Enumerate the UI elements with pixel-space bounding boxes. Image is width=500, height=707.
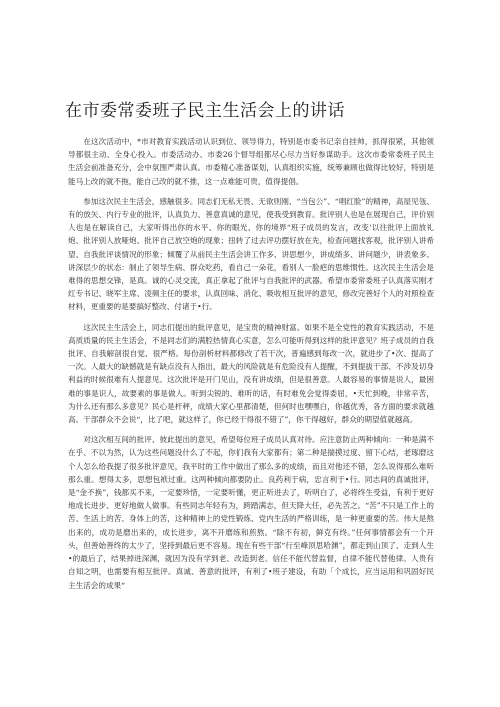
document-title: 在市委常委班子民主生活会上的讲话 <box>65 101 345 121</box>
paragraph-1: 在这次活动中，*市对教育实践活动认识到位、领导得力，特别是市委书记亲自挂帅，抓得很紧，其他领导都很主动、全身心投入。市委活动办、市委26个督导组都尽心尽力当好参谋助手。这次市委常委班子民主生活会前准备充分，会中氛围严肃认真。市委精心准备谋划，认真组织实施，统筹兼顾也做得比较好，特别是能马上改的就不拖，能自己改的就不推，这一点难能可贵，值得提倡。 <box>68 137 434 186</box>
paragraph-4: 对这次相互间的批评、彼此提出的意见，希望每位班子成员认真对待。应注意防止两种倾向：一种是满不在乎、不以为然，认为这些问题没什么了不起，你们我有大家都有；第二种是揣摸过度、留下心结，老琢磨这个人怎么给我提了很多批评意见，我平时的工作中做出了那么多的成绩，而且对他还不错，怎么说得那么难听那么重。想得太多，思想包袱过重。这两种倾向都要防止。良药利于病，忠言利于•行。同志间的真诚批评，是“金不换”，钱都买不来，一定要珍惜，一定要听懂，更正听进去了，听明白了，必将终生受益，有利于更好地成长进步、更好地做人做事。有些同志年轻有为，跨踏满志，但天降大任，必先苦之。“苦”不只是工作上的苦、生活上的苦、身体上的苦，这种精神上的党性锻炼、党内生活的严格训练，是一种更重要的苦。伟大是熬出来的，成功是磨出来的，成长进步，离不开磨练和煎熬。“除不有初，鲜克有终。”任何事情都会有一个开头，但善始善终的太少了，坚持到最后更不容易。现在有些干部“行至峰顶思哈渊”，都走到山顶了、走到人生•的最后了，结果掉进深渊，就因为没有学到老、改造到老。信任不能代替监督，自律不能代替他律。人贵有自知之明，也需要有相互批评。真诚、善意的批评，有利了•班子建设，有助「个成长，应当运用和巩固好民主生活会的成果“ <box>68 435 434 590</box>
document-body <box>68 135 434 599</box>
paragraph-3: 这次民主生活会上，同志们提出的批评意见，是宝贵的精神财富。如果不是全党性的教育实践活动，不是高质质量的民主生活会，不是同志们的满腔热情真心实意，怎么可能听得到这样的批评意见？班子成员的自我批评、自我解剖很自觉、很严格。每份剖析材料都修改了若干次，普遍感到每改一次，就进步了•次、提高了一次。人最大的缺憾就是有缺点没有人指出，最大的风险就是有危险没有人提醒，不到提拔干部、不涉及切身利益的时候很难有人提意见。这次批评是开门见山，没有讲成绩，但是很善意。人最容易的事情是说人，最困难的事是识人，故要素的事是做人。听到尖锐的、难听的话，有时难免会觉得委屈，•天忙到晚，非常辛苦，为什么还有那么多意见？民心是杆秤，成绩大家心里都清楚，但何时也嘿嘿白，你越优秀，各方面的要求就越高。干部群众不会说“，比了吧，就这样了，你已经干得很不错了”，你干得越好，群众的期望值就越高。 <box>68 322 434 425</box>
paragraph-2: 参加这次民主生活会，感触很多。同志们无私无畏、无欲则刚、“当包公”、“唱红脸”的精神，高屋见瓴、有的放矢、内行专业的批评，认真负力、善意真诚的意见，使我受到教育。批评别人也是在展现自己，评价别人也是在解读自己，大家听得出你的水平、你的眼光、你的境界“班子成员的发言，改变‘以往批评上面放礼炮、批评别人放哑炮、批评自己放空炮的现象；扭转了过去评功摆好放在先，检查问题找客观，批评别人讲希望、自我批评谈情况的形象；倾覆了从前民主生活会讲工作多、讲思想少，讲成绩多、讲问题少，讲表象多、讲深层少的状态：制止了领导生病、群众吃药，看自己一朵花，看别人一脸疤的思维惯性。这次民主生活会是难得的思想交锋，是真。诚的心灵交流，真正拿起了批评与自我批评的武器。希望市委常委班子认真落实刚才红专书记、晓军主席、凌频主任的要求，认真回味、消化、吸收相互批评的意见，修改完善好个人的对照检查材料，更重要的是要搞好整改、付诸于•行。 <box>68 196 434 312</box>
